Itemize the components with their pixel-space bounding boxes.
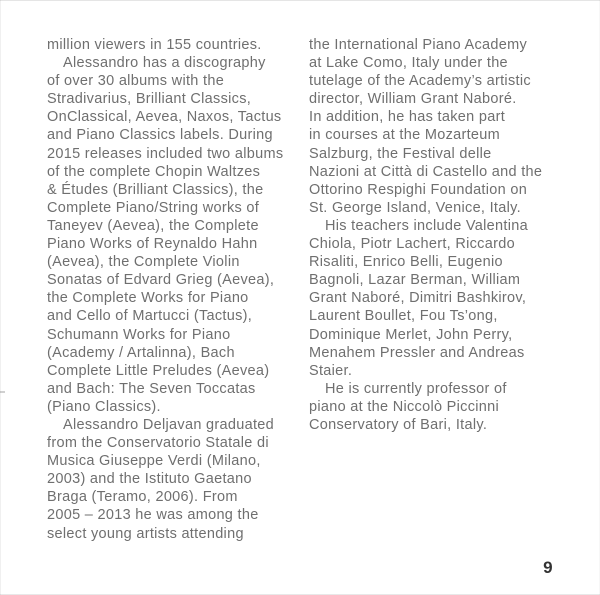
text-line: and Bach: The Seven Toccatas [47, 380, 256, 397]
scan-edge-artifact [0, 391, 5, 393]
text-line: at Lake Como, Italy under the [309, 55, 508, 72]
text-line: 2005 – 2013 he was among the [47, 507, 259, 524]
text-line: 2015 releases included two albums [47, 145, 284, 162]
text-line: He is currently professor of [325, 380, 507, 397]
text-line: Conservatory of Bari, Italy. [309, 416, 488, 433]
text-line: Ottorino Respighi Foundation on [309, 181, 528, 198]
right-text-column [309, 36, 565, 434]
text-line: of over 30 albums with the [47, 73, 225, 90]
text-line: million viewers in 155 countries. [47, 37, 262, 53]
text-line: Grant Naboré, Dimitri Bashkirov, [309, 290, 527, 307]
text-line: Piano Works of Reynaldo Hahn [47, 236, 258, 253]
text-line: Risaliti, Enrico Belli, Eugenio [309, 254, 503, 271]
text-line: and Cello of Martucci (Tactus), [47, 308, 253, 325]
text-line: OnClassical, Aevea, Naxos, Tactus [47, 109, 282, 126]
text-line: and Piano Classics labels. During [47, 127, 273, 144]
text-line: in courses at the Mozarteum [309, 127, 501, 144]
text-line: (Piano Classics). [47, 398, 161, 415]
text-line: Salzburg, the Festival delle [309, 145, 492, 162]
text-line: Schumann Works for Piano [47, 326, 231, 343]
text-line: Complete Piano/String works of [47, 199, 260, 216]
text-line: Taneyev (Aevea), the Complete [47, 217, 259, 234]
left-text-column [47, 36, 303, 543]
text-line: Braga (Teramo, 2006). From [47, 489, 238, 506]
text-line: His teachers include Valentina [325, 217, 528, 234]
text-line: of the complete Chopin Waltzes [47, 163, 261, 180]
text-line: the Complete Works for Piano [47, 290, 249, 307]
text-line: In addition, he has taken part [309, 109, 506, 126]
text-line: director, William Grant Naboré. [309, 91, 517, 108]
text-line: from the Conservatorio Statale di [47, 435, 269, 452]
text-line: (Aevea), the Complete Violin [47, 254, 240, 271]
text-line: 2003) and the Istituto Gaetano [47, 471, 252, 488]
text-line: Musica Giuseppe Verdi (Milano, [47, 453, 261, 470]
text-line: Menahem Pressler and Andreas [309, 344, 525, 361]
text-line: select young artists attending [47, 525, 244, 542]
text-line: piano at the Niccolò Piccinni [309, 398, 500, 415]
text-line: & Études (Brilliant Classics), the [47, 181, 264, 198]
page-number: 9 [543, 558, 553, 577]
text-line: Laurent Boullet, Fou Ts’ong, [309, 308, 498, 325]
text-line: Bagnoli, Lazar Berman, William [309, 272, 521, 289]
text-line: tutelage of the Academy’s artistic [309, 73, 531, 90]
text-line: Staier. [309, 362, 353, 379]
text-line: the International Piano Academy [309, 37, 528, 53]
text-line: Sonatas of Edvard Grieg (Aevea), [47, 272, 275, 289]
text-line: Dominique Merlet, John Perry, [309, 326, 513, 343]
text-line: Stradivarius, Brilliant Classics, [47, 91, 252, 108]
text-line: Chiola, Piotr Lachert, Riccardo [309, 236, 515, 253]
text-line: St. George Island, Venice, Italy. [309, 199, 521, 216]
text-line: Alessandro has a discography [63, 55, 266, 72]
text-line: (Academy / Artalinna), Bach [47, 344, 235, 361]
text-line: Complete Little Preludes (Aevea) [47, 362, 270, 379]
text-line: Alessandro Deljavan graduated [63, 416, 275, 433]
text-line: Nazioni at Città di Castello and the [309, 163, 543, 180]
